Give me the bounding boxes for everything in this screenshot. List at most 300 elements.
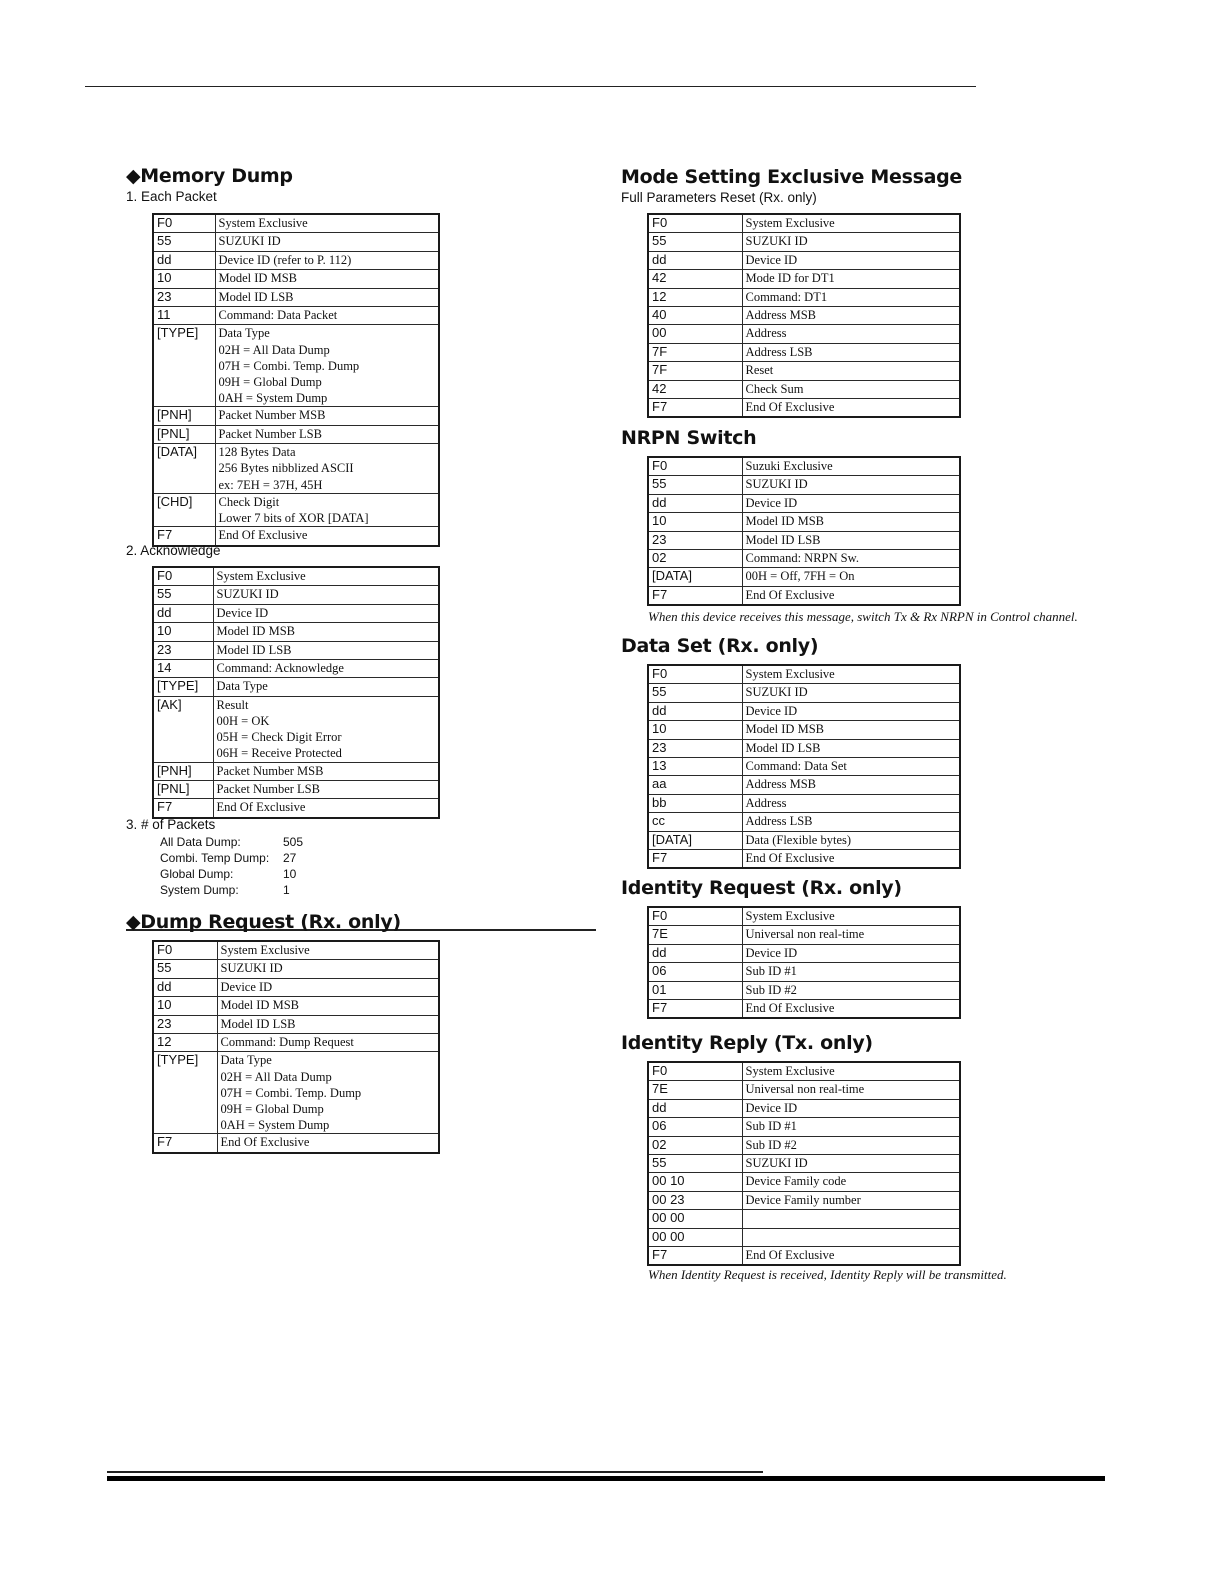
code-cell: [DATA] <box>648 831 742 849</box>
mode-setting-title: Mode Setting Exclusive Message <box>621 166 963 188</box>
code-cell: F7 <box>648 999 742 1018</box>
description-cell <box>742 1173 960 1191</box>
description-line: System Exclusive <box>220 943 310 957</box>
code-cell: cc <box>648 813 742 831</box>
nrpn-switch-table <box>647 456 961 606</box>
code-cell: 7F <box>648 362 742 380</box>
acknowledge-table <box>152 566 440 819</box>
code-cell: dd <box>648 251 742 269</box>
description-cell <box>742 251 960 269</box>
description-cell <box>742 1062 960 1081</box>
description-cell <box>213 799 439 818</box>
table-row <box>648 702 960 720</box>
description-line: Command: Data Set <box>745 758 847 773</box>
code-cell: [PNH] <box>153 407 215 425</box>
description-cell <box>742 981 960 999</box>
code-cell: 11 <box>153 306 215 324</box>
description-line: System Exclusive <box>745 216 835 230</box>
description-cell <box>742 1136 960 1154</box>
description-line: Device ID <box>745 252 798 267</box>
code-cell: F0 <box>648 457 742 476</box>
table-row <box>648 1118 960 1136</box>
code-cell: F7 <box>648 1246 742 1265</box>
code-cell: 02 <box>648 549 742 567</box>
description-line: SUZUKI ID <box>218 234 281 249</box>
table-row <box>648 684 960 702</box>
code-cell: 42 <box>648 380 742 398</box>
code-cell: 23 <box>648 531 742 549</box>
table-row <box>648 531 960 549</box>
code-cell: 42 <box>648 270 742 288</box>
description-line: Address LSB <box>745 814 813 829</box>
table-row <box>153 407 439 425</box>
description-cell <box>742 233 960 251</box>
description-line: Lower 7 bits of XOR [DATA] <box>218 510 369 525</box>
description-cell <box>742 776 960 794</box>
description-line: Data Type <box>220 1053 272 1068</box>
description-line: Sub ID #1 <box>745 1119 797 1134</box>
description-line: Reset <box>745 363 774 378</box>
table-row <box>648 739 960 757</box>
code-cell: F7 <box>648 398 742 417</box>
description-line: Model ID LSB <box>745 740 821 755</box>
description-cell <box>742 1099 960 1117</box>
description-cell <box>213 604 439 622</box>
description-line: Address <box>745 326 787 341</box>
description-line: SUZUKI ID <box>745 685 808 700</box>
description-line: Device ID <box>745 495 798 510</box>
description-cell <box>215 251 439 269</box>
description-cell <box>217 1052 439 1134</box>
code-cell: 55 <box>648 233 742 251</box>
table-row <box>153 586 439 604</box>
footer-rule-thin <box>107 1471 763 1473</box>
table-row <box>648 325 960 343</box>
code-cell: [PNL] <box>153 425 215 443</box>
table-row <box>648 926 960 944</box>
code-cell: [PNL] <box>153 780 213 798</box>
code-cell: 10 <box>153 997 217 1015</box>
description-cell <box>742 665 960 684</box>
description-cell <box>742 757 960 775</box>
description-line: 05H = Check Digit Error <box>216 730 342 745</box>
description-line: Device ID <box>220 979 273 994</box>
table-row <box>153 270 439 288</box>
description-cell <box>742 1210 960 1228</box>
description-line: Model ID LSB <box>220 1016 296 1031</box>
description-line: Check Digit <box>218 494 280 509</box>
table-row <box>648 380 960 398</box>
description-cell <box>215 270 439 288</box>
description-line: Sub ID #2 <box>745 982 797 997</box>
table-row <box>153 306 439 324</box>
description-cell <box>215 214 439 233</box>
table-row <box>153 1134 439 1153</box>
description-line: 02H = All Data Dump <box>220 1069 332 1084</box>
code-cell: [DATA] <box>648 568 742 586</box>
description-line: Address <box>745 795 787 810</box>
description-line: Sub ID #2 <box>745 1137 797 1152</box>
description-line: Sub ID #1 <box>745 964 797 979</box>
description-cell <box>217 978 439 996</box>
description-cell <box>213 762 439 780</box>
description-cell <box>213 623 439 641</box>
table-row <box>648 494 960 512</box>
description-cell <box>215 444 439 494</box>
table-row <box>153 941 439 960</box>
table-row <box>648 1191 960 1209</box>
description-line: Device ID <box>745 1100 798 1115</box>
table-row <box>648 849 960 868</box>
list-item <box>160 834 303 850</box>
description-line: End Of Exclusive <box>220 1135 310 1150</box>
code-cell: [TYPE] <box>153 678 213 696</box>
description-cell <box>215 325 439 407</box>
description-line: SUZUKI ID <box>745 1155 808 1170</box>
description-line: Packet Number MSB <box>216 763 324 778</box>
table-row <box>648 549 960 567</box>
description-line: 0AH = System Dump <box>218 391 328 406</box>
code-cell: F7 <box>153 527 215 546</box>
description-cell <box>742 494 960 512</box>
table-row <box>153 251 439 269</box>
table-row <box>648 270 960 288</box>
description-line: Data Type <box>216 679 268 694</box>
table-row <box>153 493 439 526</box>
data-set-table <box>647 664 961 869</box>
table-row <box>648 476 960 494</box>
description-cell <box>742 721 960 739</box>
description-cell <box>215 233 439 251</box>
packet-name: All Data Dump: <box>160 835 241 849</box>
description-cell <box>742 398 960 417</box>
table-row <box>648 343 960 361</box>
code-cell: 02 <box>648 1136 742 1154</box>
table-row <box>648 288 960 306</box>
description-line: Model ID MSB <box>745 514 824 529</box>
memory-dump-title: ◆Memory Dump <box>126 165 293 187</box>
description-line: SUZUKI ID <box>216 587 279 602</box>
each-packet-table <box>152 213 440 547</box>
packet-name: Global Dump: <box>160 867 234 881</box>
description-line: Device ID <box>216 605 269 620</box>
description-line: Device ID <box>745 703 798 718</box>
table-row <box>153 1015 439 1033</box>
description-line: System Exclusive <box>218 216 308 230</box>
code-cell: F0 <box>648 1062 742 1081</box>
code-cell: 55 <box>153 586 213 604</box>
table-row <box>648 398 960 417</box>
table-row <box>153 233 439 251</box>
footer-rule-thick <box>107 1476 1105 1481</box>
code-cell: 23 <box>153 641 213 659</box>
description-cell <box>217 997 439 1015</box>
description-line: Device Family code <box>745 1174 847 1189</box>
code-cell: [CHD] <box>153 493 215 526</box>
description-cell <box>217 1015 439 1033</box>
description-cell <box>742 1081 960 1099</box>
description-line: Model ID LSB <box>216 642 292 657</box>
data-set-title: Data Set (Rx. only) <box>621 635 819 657</box>
code-cell: F0 <box>153 941 217 960</box>
code-cell: F0 <box>153 214 215 233</box>
description-line: 06H = Receive Protected <box>216 746 342 761</box>
table-row <box>153 799 439 818</box>
description-cell <box>213 780 439 798</box>
description-line: Model ID MSB <box>220 998 299 1013</box>
description-cell <box>742 1118 960 1136</box>
code-cell: F0 <box>153 567 213 586</box>
code-cell: dd <box>153 978 217 996</box>
code-cell: 10 <box>153 623 213 641</box>
description-cell <box>742 1154 960 1172</box>
dump-request-title: ◆Dump Request (Rx. only) <box>126 911 401 933</box>
description-cell <box>215 493 439 526</box>
description-line: Model ID MSB <box>745 722 824 737</box>
packet-count: 505 <box>283 835 304 849</box>
description-cell <box>742 214 960 233</box>
description-cell <box>742 270 960 288</box>
table-row <box>153 659 439 677</box>
description-cell <box>742 568 960 586</box>
code-cell: dd <box>153 251 215 269</box>
table-row <box>648 586 960 605</box>
table-row <box>153 978 439 996</box>
table-row <box>648 233 960 251</box>
description-line: Model ID LSB <box>218 289 294 304</box>
packet-count: 1 <box>283 883 290 897</box>
code-cell: [TYPE] <box>153 325 215 407</box>
table-row <box>648 214 960 233</box>
code-cell: [TYPE] <box>153 1052 217 1134</box>
description-line: Model ID MSB <box>218 271 297 286</box>
table-row <box>153 325 439 407</box>
code-cell: 55 <box>153 233 215 251</box>
description-line: Check Sum <box>745 381 804 396</box>
description-line: Model ID MSB <box>216 624 295 639</box>
list-item <box>160 882 303 898</box>
description-cell <box>742 362 960 380</box>
description-line: Result <box>216 697 249 712</box>
table-row <box>648 1062 960 1081</box>
description-cell <box>215 527 439 546</box>
description-cell <box>215 407 439 425</box>
packets-label: 3. # of Packets <box>126 817 216 832</box>
description-line: System Exclusive <box>216 569 306 583</box>
description-line: Command: Dump Request <box>220 1034 354 1049</box>
table-row <box>648 907 960 926</box>
description-line: Command: Data Packet <box>218 307 338 322</box>
table-row <box>648 306 960 324</box>
description-line: 00H = OK <box>216 713 270 728</box>
nrpn-note: When this device receives this message, switch Tx & Rx NRPN in Control channel. <box>648 609 1078 624</box>
table-row <box>648 721 960 739</box>
description-line: SUZUKI ID <box>745 234 808 249</box>
identity-request-table <box>647 906 961 1019</box>
description-cell <box>742 684 960 702</box>
table-row <box>648 1081 960 1099</box>
description-line: 09H = Global Dump <box>218 374 322 389</box>
description-cell <box>742 513 960 531</box>
code-cell: 7F <box>648 343 742 361</box>
description-line: Suzuki Exclusive <box>745 459 833 473</box>
description-line: Address MSB <box>745 777 816 792</box>
description-line: 00H = Off, 7FH = On <box>745 569 855 584</box>
description-cell <box>742 794 960 812</box>
description-line: End Of Exclusive <box>745 850 835 865</box>
description-cell <box>215 288 439 306</box>
description-line: Device Family number <box>745 1192 861 1207</box>
code-cell: 06 <box>648 1118 742 1136</box>
description-cell <box>215 425 439 443</box>
table-row <box>648 831 960 849</box>
table-row <box>153 214 439 233</box>
table-row <box>153 567 439 586</box>
table-row <box>153 604 439 622</box>
code-cell: 10 <box>648 513 742 531</box>
table-row <box>648 981 960 999</box>
packets-list <box>160 834 303 898</box>
description-cell <box>742 963 960 981</box>
table-row <box>648 1246 960 1265</box>
table-row <box>648 362 960 380</box>
description-cell <box>742 325 960 343</box>
code-cell: [PNH] <box>153 762 213 780</box>
mode-setting-subtitle: Full Parameters Reset (Rx. only) <box>621 190 817 205</box>
code-cell: dd <box>648 944 742 962</box>
description-cell <box>213 696 439 762</box>
table-row <box>648 757 960 775</box>
list-item <box>160 866 303 882</box>
code-cell: [DATA] <box>153 444 215 494</box>
code-cell: dd <box>648 1099 742 1117</box>
description-cell <box>742 1246 960 1265</box>
code-cell: 7E <box>648 1081 742 1099</box>
code-cell: F7 <box>153 1134 217 1153</box>
code-cell: 13 <box>648 757 742 775</box>
description-cell <box>742 288 960 306</box>
description-line: Universal non real-time <box>745 1082 865 1097</box>
table-row <box>153 762 439 780</box>
description-cell <box>742 849 960 868</box>
description-line: Address LSB <box>745 344 813 359</box>
description-cell <box>742 944 960 962</box>
description-cell <box>213 678 439 696</box>
description-cell <box>742 306 960 324</box>
description-cell <box>742 343 960 361</box>
description-cell <box>742 586 960 605</box>
table-row <box>648 665 960 684</box>
table-row <box>153 696 439 762</box>
table-row <box>648 1228 960 1246</box>
table-row <box>648 1099 960 1117</box>
code-cell: 23 <box>153 1015 217 1033</box>
code-cell: dd <box>648 494 742 512</box>
description-line: SUZUKI ID <box>745 477 808 492</box>
table-row <box>648 1154 960 1172</box>
code-cell: 55 <box>648 1154 742 1172</box>
description-line: Device ID (refer to P. 112) <box>218 252 352 267</box>
code-cell: 01 <box>648 981 742 999</box>
table-row <box>648 794 960 812</box>
description-line: 256 Bytes nibblized ASCII <box>218 461 354 476</box>
description-line: End Of Exclusive <box>745 1247 835 1262</box>
description-cell <box>742 457 960 476</box>
code-cell: 7E <box>648 926 742 944</box>
code-cell: dd <box>648 702 742 720</box>
packet-count: 10 <box>283 867 297 881</box>
code-cell: 10 <box>648 721 742 739</box>
description-line: End Of Exclusive <box>745 587 835 602</box>
description-line: Address MSB <box>745 307 816 322</box>
description-cell <box>213 567 439 586</box>
code-cell: 12 <box>153 1033 217 1051</box>
description-line: Command: DT1 <box>745 289 828 304</box>
description-line: End Of Exclusive <box>216 800 306 815</box>
header-rule <box>85 86 976 87</box>
description-line: 0AH = System Dump <box>220 1118 330 1133</box>
description-cell <box>742 1228 960 1246</box>
description-cell <box>742 380 960 398</box>
description-cell <box>742 907 960 926</box>
description-line: System Exclusive <box>745 1064 835 1078</box>
table-row <box>153 780 439 798</box>
description-line: End Of Exclusive <box>745 1000 835 1015</box>
code-cell: F7 <box>648 849 742 868</box>
each-packet-label: 1. Each Packet <box>126 189 217 204</box>
table-row <box>648 513 960 531</box>
code-cell: dd <box>153 604 213 622</box>
table-row <box>648 568 960 586</box>
code-cell: 06 <box>648 963 742 981</box>
code-cell: F0 <box>648 665 742 684</box>
table-row <box>648 963 960 981</box>
description-line: System Exclusive <box>745 909 835 923</box>
identity-reply-title: Identity Reply (Tx. only) <box>621 1032 873 1054</box>
description-cell <box>742 831 960 849</box>
table-row <box>153 1052 439 1134</box>
table-row <box>648 999 960 1018</box>
code-cell: 14 <box>153 659 213 677</box>
code-cell: 55 <box>648 476 742 494</box>
code-cell: 00 <box>648 325 742 343</box>
table-row <box>153 960 439 978</box>
description-line: 02H = All Data Dump <box>218 342 330 357</box>
code-cell: 40 <box>648 306 742 324</box>
code-cell: 23 <box>648 739 742 757</box>
description-line: End Of Exclusive <box>218 528 308 543</box>
table-row <box>648 457 960 476</box>
description-cell <box>742 739 960 757</box>
mode-setting-table <box>647 213 961 418</box>
description-line: Command: NRPN Sw. <box>745 550 859 565</box>
description-line: 09H = Global Dump <box>220 1101 324 1116</box>
table-row <box>153 1033 439 1051</box>
description-cell <box>742 702 960 720</box>
description-line: Packet Number MSB <box>218 408 326 423</box>
code-cell: 00 00 <box>648 1228 742 1246</box>
table-row <box>648 1173 960 1191</box>
description-cell <box>217 1134 439 1153</box>
nrpn-switch-title: NRPN Switch <box>621 427 757 449</box>
code-cell: 00 00 <box>648 1210 742 1228</box>
table-row <box>648 776 960 794</box>
description-line: Device ID <box>745 945 798 960</box>
table-row <box>648 1136 960 1154</box>
code-cell: 12 <box>648 288 742 306</box>
dump-request-table <box>152 940 440 1154</box>
packet-name: Combi. Temp Dump: <box>160 851 270 865</box>
